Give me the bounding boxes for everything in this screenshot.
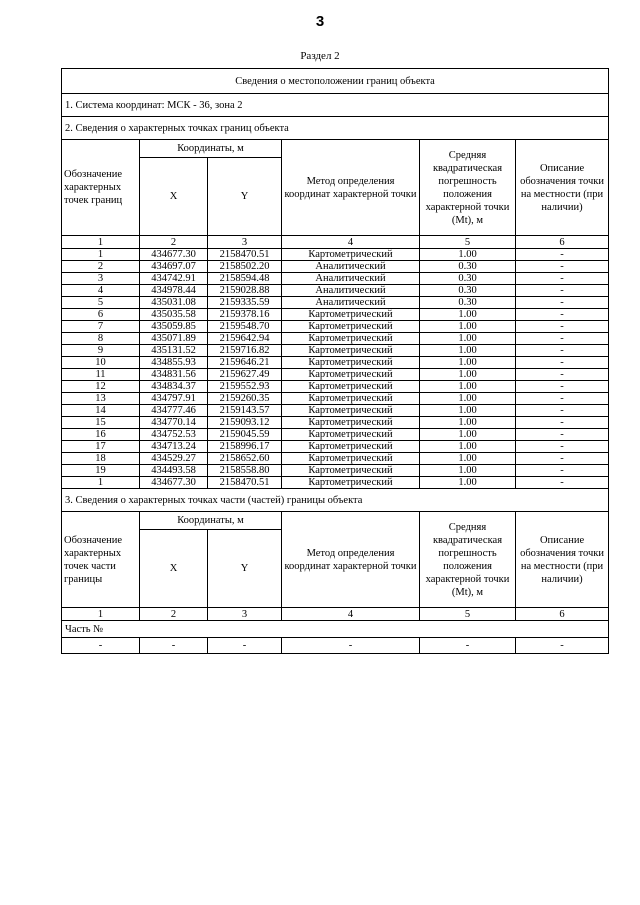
table-row <box>62 417 609 429</box>
error-cell: 1.00 <box>420 429 516 441</box>
column-number-6: 6 <box>516 236 609 249</box>
method-cell: Картометрический <box>282 321 420 333</box>
coord-x-cell: 435071.89 <box>140 333 208 345</box>
section3-heading-row <box>62 489 609 512</box>
point-number-cell: 18 <box>62 453 140 465</box>
description-cell: - <box>516 405 609 417</box>
error-cell: 1.00 <box>420 345 516 357</box>
coord-y-cell: 2158558.80 <box>208 465 282 477</box>
description-cell: - <box>516 285 609 297</box>
description-cell: - <box>516 345 609 357</box>
coord-x-cell: 434697.07 <box>140 261 208 273</box>
coord-x-cell: 434978.44 <box>140 285 208 297</box>
section-label: Раздел 2 <box>300 50 340 62</box>
header-error: Средняя квадратическая погрешность положения характерной точки (Mt), м <box>420 140 516 236</box>
error-cell: 1.00 <box>420 369 516 381</box>
description-cell: - <box>516 441 609 453</box>
point-number-cell: 14 <box>62 405 140 417</box>
description-cell: - <box>516 417 609 429</box>
method-cell: Картометрический <box>282 477 420 489</box>
coord-y-cell: 2159093.12 <box>208 417 282 429</box>
table-row <box>62 309 609 321</box>
coord-y-cell: 2159646.21 <box>208 357 282 369</box>
point-number-cell: 12 <box>62 381 140 393</box>
description-cell: - <box>516 453 609 465</box>
method-cell: Картометрический <box>282 453 420 465</box>
coord-y-cell: 2159143.57 <box>208 405 282 417</box>
error-cell: 1.00 <box>420 249 516 261</box>
coord-x-cell: 434713.24 <box>140 441 208 453</box>
coord-x-cell: 435031.08 <box>140 297 208 309</box>
coord-y-cell: 2159552.93 <box>208 381 282 393</box>
column-number-1: 1 <box>62 236 140 249</box>
column-number3-2: 2 <box>140 608 208 621</box>
table-row <box>62 465 609 477</box>
description-cell: - <box>516 261 609 273</box>
coord-x-cell: 434752.53 <box>140 429 208 441</box>
table-row <box>62 345 609 357</box>
header3-error: Средняя квадратическая погрешность положения характерной точки (Mt), м <box>420 512 516 608</box>
header-coords: Координаты, м <box>140 140 282 158</box>
header3-coords: Координаты, м <box>140 512 282 530</box>
table-row <box>62 369 609 381</box>
error-cell: 1.00 <box>420 381 516 393</box>
coord-system: 1. Система координат: МСК - 36, зона 2 <box>62 94 609 117</box>
coord-y-cell: 2158594.48 <box>208 273 282 285</box>
empty-cell-6: - <box>516 638 609 654</box>
column-numbers-row <box>62 236 609 249</box>
table-row <box>62 261 609 273</box>
header-method: Метод определения координат характерной точки <box>282 140 420 236</box>
section3-heading: 3. Сведения о характерных точках части (частей) границы объекта <box>62 489 609 512</box>
column-number3-5: 5 <box>420 608 516 621</box>
description-cell: - <box>516 477 609 489</box>
coord-x-cell: 434677.30 <box>140 477 208 489</box>
error-cell: 1.00 <box>420 321 516 333</box>
description-cell: - <box>516 297 609 309</box>
point-number-cell: 6 <box>62 309 140 321</box>
description-cell: - <box>516 273 609 285</box>
header-y: Y <box>208 158 282 236</box>
point-number-cell: 11 <box>62 369 140 381</box>
table-row <box>62 429 609 441</box>
table-row <box>62 249 609 261</box>
empty-cell-5: - <box>420 638 516 654</box>
coord-x-cell: 434834.37 <box>140 381 208 393</box>
header-row-top <box>62 140 609 158</box>
empty-cell-4: - <box>282 638 420 654</box>
table-row <box>62 297 609 309</box>
coord-x-cell: 434855.93 <box>140 357 208 369</box>
part-row <box>62 621 609 638</box>
point-number-cell: 1 <box>62 249 140 261</box>
error-cell: 0.30 <box>420 297 516 309</box>
coord-x-cell: 435131.52 <box>140 345 208 357</box>
point-number-cell: 19 <box>62 465 140 477</box>
method-cell: Картометрический <box>282 357 420 369</box>
error-cell: 1.00 <box>420 333 516 345</box>
description-cell: - <box>516 393 609 405</box>
error-cell: 1.00 <box>420 417 516 429</box>
section2-heading-row <box>62 117 609 140</box>
empty-cell-1: - <box>62 638 140 654</box>
point-number-cell: 8 <box>62 333 140 345</box>
coord-x-cell: 434742.91 <box>140 273 208 285</box>
table-title: Сведения о местоположении границ объекта <box>62 69 609 94</box>
description-cell: - <box>516 333 609 345</box>
coord-y-cell: 2158652.60 <box>208 453 282 465</box>
coord-x-cell: 434831.56 <box>140 369 208 381</box>
page-number: 3 <box>315 13 325 30</box>
method-cell: Картометрический <box>282 465 420 477</box>
coord-y-cell: 2159627.49 <box>208 369 282 381</box>
table-row <box>62 357 609 369</box>
section2-heading: 2. Сведения о характерных точках границ объекта <box>62 117 609 140</box>
table-row <box>62 273 609 285</box>
column-number-3: 3 <box>208 236 282 249</box>
table-title-row <box>62 69 609 94</box>
coord-x-cell: 434529.27 <box>140 453 208 465</box>
header3-row-top <box>62 512 609 530</box>
table-row <box>62 477 609 489</box>
header-description: Описание обозначения точки на местности (при наличии) <box>516 140 609 236</box>
error-cell: 1.00 <box>420 477 516 489</box>
error-cell: 1.00 <box>420 441 516 453</box>
point-number-cell: 4 <box>62 285 140 297</box>
method-cell: Аналитический <box>282 261 420 273</box>
method-cell: Картометрический <box>282 309 420 321</box>
coord-x-cell: 434770.14 <box>140 417 208 429</box>
method-cell: Картометрический <box>282 393 420 405</box>
header-x: X <box>140 158 208 236</box>
description-cell: - <box>516 381 609 393</box>
coord-x-cell: 434493.58 <box>140 465 208 477</box>
coord-y-cell: 2159716.82 <box>208 345 282 357</box>
coord-y-cell: 2159028.88 <box>208 285 282 297</box>
boundary-table <box>61 68 609 654</box>
empty-row <box>62 638 609 654</box>
coord-y-cell: 2158996.17 <box>208 441 282 453</box>
method-cell: Картометрический <box>282 381 420 393</box>
table-row <box>62 321 609 333</box>
error-cell: 0.30 <box>420 285 516 297</box>
coord-x-cell: 435059.85 <box>140 321 208 333</box>
coord-x-cell: 434797.91 <box>140 393 208 405</box>
method-cell: Картометрический <box>282 333 420 345</box>
header3-x: X <box>140 530 208 608</box>
method-cell: Аналитический <box>282 273 420 285</box>
table-row <box>62 453 609 465</box>
method-cell: Аналитический <box>282 285 420 297</box>
table-row <box>62 405 609 417</box>
header3-y: Y <box>208 530 282 608</box>
coord-y-cell: 2158470.51 <box>208 477 282 489</box>
column-numbers3-row <box>62 608 609 621</box>
method-cell: Картометрический <box>282 441 420 453</box>
table-row <box>62 441 609 453</box>
table-row <box>62 393 609 405</box>
coord-y-cell: 2159045.59 <box>208 429 282 441</box>
error-cell: 1.00 <box>420 465 516 477</box>
coord-y-cell: 2159260.35 <box>208 393 282 405</box>
point-number-cell: 16 <box>62 429 140 441</box>
column-number3-4: 4 <box>282 608 420 621</box>
coord-y-cell: 2159335.59 <box>208 297 282 309</box>
point-number-cell: 7 <box>62 321 140 333</box>
coord-y-cell: 2159378.16 <box>208 309 282 321</box>
point-number-cell: 5 <box>62 297 140 309</box>
header-designation: Обозначение характерных точек границ <box>62 140 140 236</box>
method-cell: Картометрический <box>282 345 420 357</box>
error-cell: 0.30 <box>420 273 516 285</box>
header3-designation: Обозначение характерных точек части границы <box>62 512 140 608</box>
column-number3-1: 1 <box>62 608 140 621</box>
header3-description: Описание обозначения точки на местности (при наличии) <box>516 512 609 608</box>
coord-y-cell: 2158502.20 <box>208 261 282 273</box>
description-cell: - <box>516 309 609 321</box>
coord-y-cell: 2159548.70 <box>208 321 282 333</box>
coord-x-cell: 434677.30 <box>140 249 208 261</box>
empty-cell-2: - <box>140 638 208 654</box>
point-number-cell: 1 <box>62 477 140 489</box>
description-cell: - <box>516 369 609 381</box>
table-row <box>62 381 609 393</box>
table-row <box>62 285 609 297</box>
coord-y-cell: 2158470.51 <box>208 249 282 261</box>
column-number3-3: 3 <box>208 608 282 621</box>
point-number-cell: 2 <box>62 261 140 273</box>
coord-y-cell: 2159642.94 <box>208 333 282 345</box>
method-cell: Картометрический <box>282 417 420 429</box>
empty-cell-3: - <box>208 638 282 654</box>
error-cell: 1.00 <box>420 453 516 465</box>
point-number-cell: 15 <box>62 417 140 429</box>
point-number-cell: 17 <box>62 441 140 453</box>
point-number-cell: 3 <box>62 273 140 285</box>
description-cell: - <box>516 429 609 441</box>
part-label: Часть № <box>62 621 609 638</box>
method-cell: Картометрический <box>282 429 420 441</box>
method-cell: Картометрический <box>282 249 420 261</box>
error-cell: 1.00 <box>420 393 516 405</box>
column-number-2: 2 <box>140 236 208 249</box>
column-number-4: 4 <box>282 236 420 249</box>
error-cell: 1.00 <box>420 357 516 369</box>
method-cell: Картометрический <box>282 405 420 417</box>
column-number-5: 5 <box>420 236 516 249</box>
point-number-cell: 9 <box>62 345 140 357</box>
description-cell: - <box>516 357 609 369</box>
column-number3-6: 6 <box>516 608 609 621</box>
error-cell: 0.30 <box>420 261 516 273</box>
coord-system-row <box>62 94 609 117</box>
description-cell: - <box>516 321 609 333</box>
method-cell: Аналитический <box>282 297 420 309</box>
table-row <box>62 333 609 345</box>
coord-x-cell: 435035.58 <box>140 309 208 321</box>
description-cell: - <box>516 465 609 477</box>
point-number-cell: 13 <box>62 393 140 405</box>
header3-method: Метод определения координат характерной точки <box>282 512 420 608</box>
description-cell: - <box>516 249 609 261</box>
boundary-table-body <box>62 69 609 654</box>
point-number-cell: 10 <box>62 357 140 369</box>
error-cell: 1.00 <box>420 309 516 321</box>
method-cell: Картометрический <box>282 369 420 381</box>
error-cell: 1.00 <box>420 405 516 417</box>
coord-x-cell: 434777.46 <box>140 405 208 417</box>
